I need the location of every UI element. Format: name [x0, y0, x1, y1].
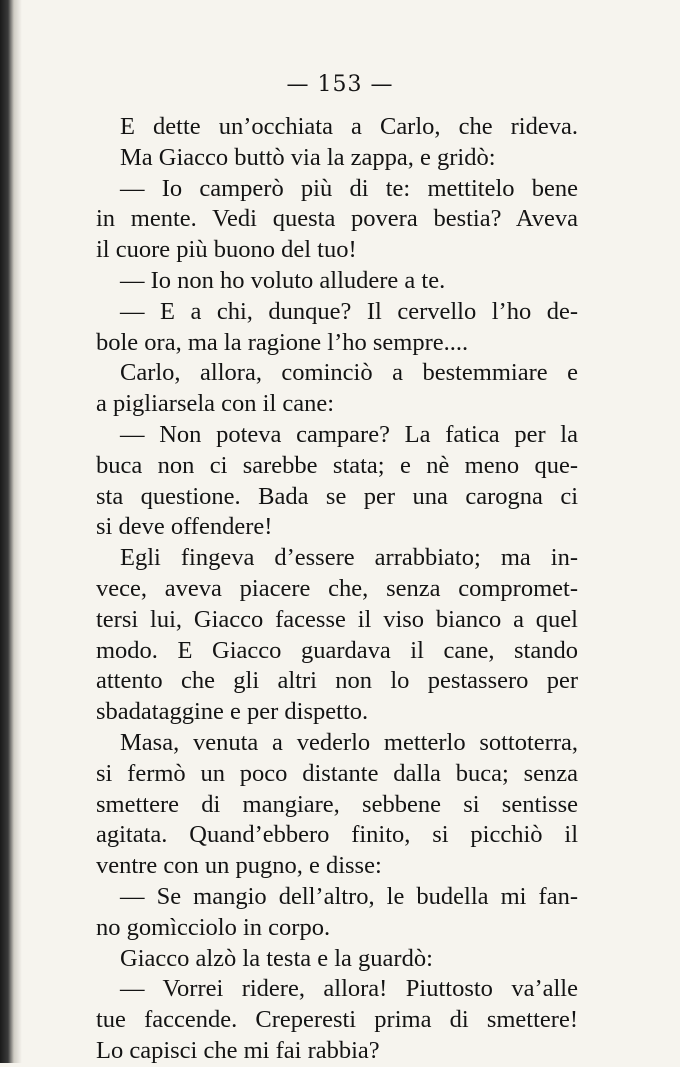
text-line: — Vorrei ridere, allora! Piuttosto va’alle — [120, 975, 578, 1003]
text-line: Ma Giacco buttò via la zappa, e gridò: — [120, 143, 496, 171]
text-line: — Io camperò più di te: mettitelo bene — [120, 174, 578, 202]
text-line: Lo capisci che mi fai rabbia? — [96, 1036, 380, 1064]
text-line: a pigliarsela con il cane: — [96, 390, 335, 418]
text-line: attento che gli altri non lo pestassero per — [96, 667, 578, 695]
text-line: Egli fingeva d’essere arrabbiato; ma in- — [120, 544, 578, 572]
text-line: in mente. Vedi questa povera bestia? Aveva — [96, 205, 578, 233]
text-line: Masa, venuta a vederlo metterlo sottoterra, — [120, 728, 578, 756]
text-line: vece, aveva piacere che, senza compromet- — [96, 574, 578, 602]
text-line: Carlo, allora, cominciò a bestemmiare e — [120, 359, 578, 387]
text-line: — E a chi, dunque? Il cervello l’ho de- — [120, 297, 578, 325]
body-text — [96, 112, 578, 1067]
text-line: si fermò un poco distante dalla buca; senza — [96, 759, 578, 787]
text-line: tersi lui, Giacco facesse il viso bianco a quel — [96, 605, 578, 633]
text-line: si deve offendere! — [96, 513, 273, 541]
text-line: tue faccende. Creperesti prima di smettere! — [96, 1006, 578, 1034]
text-line: — Non poteva campare? La fatica per la — [120, 420, 578, 448]
text-line: Giacco alzò la testa e la guardò: — [120, 944, 433, 972]
book-spine-shadow — [0, 0, 22, 1063]
text-line: buca non ci sarebbe stata; e nè meno que- — [96, 451, 578, 479]
text-line: il cuore più buono del tuo! — [96, 236, 357, 264]
text-line: — Se mangio dell’altro, le budella mi fan- — [120, 882, 578, 910]
text-line: sta questione. Bada se per una carogna ci — [96, 482, 578, 510]
page-number: — 153 — — [286, 72, 394, 97]
text-line: bole ora, ma la ragione l’ho sempre.... — [96, 328, 469, 356]
text-line: ventre con un pugno, e disse: — [96, 852, 382, 880]
text-line: no gomìcciolo in corpo. — [96, 913, 331, 941]
text-line: sbadataggine e per dispetto. — [96, 698, 369, 726]
text-line: E dette un’occhiata a Carlo, che rideva. — [120, 113, 578, 140]
text-line: modo. E Giacco guardava il cane, stando — [96, 636, 578, 664]
text-line: — Io non ho voluto alludere a te. — [120, 266, 446, 294]
text-line: agitata. Quand’ebbero finito, si picchiò il — [96, 821, 578, 849]
text-line: smettere di mangiare, sebbene si sentisse — [96, 790, 578, 818]
